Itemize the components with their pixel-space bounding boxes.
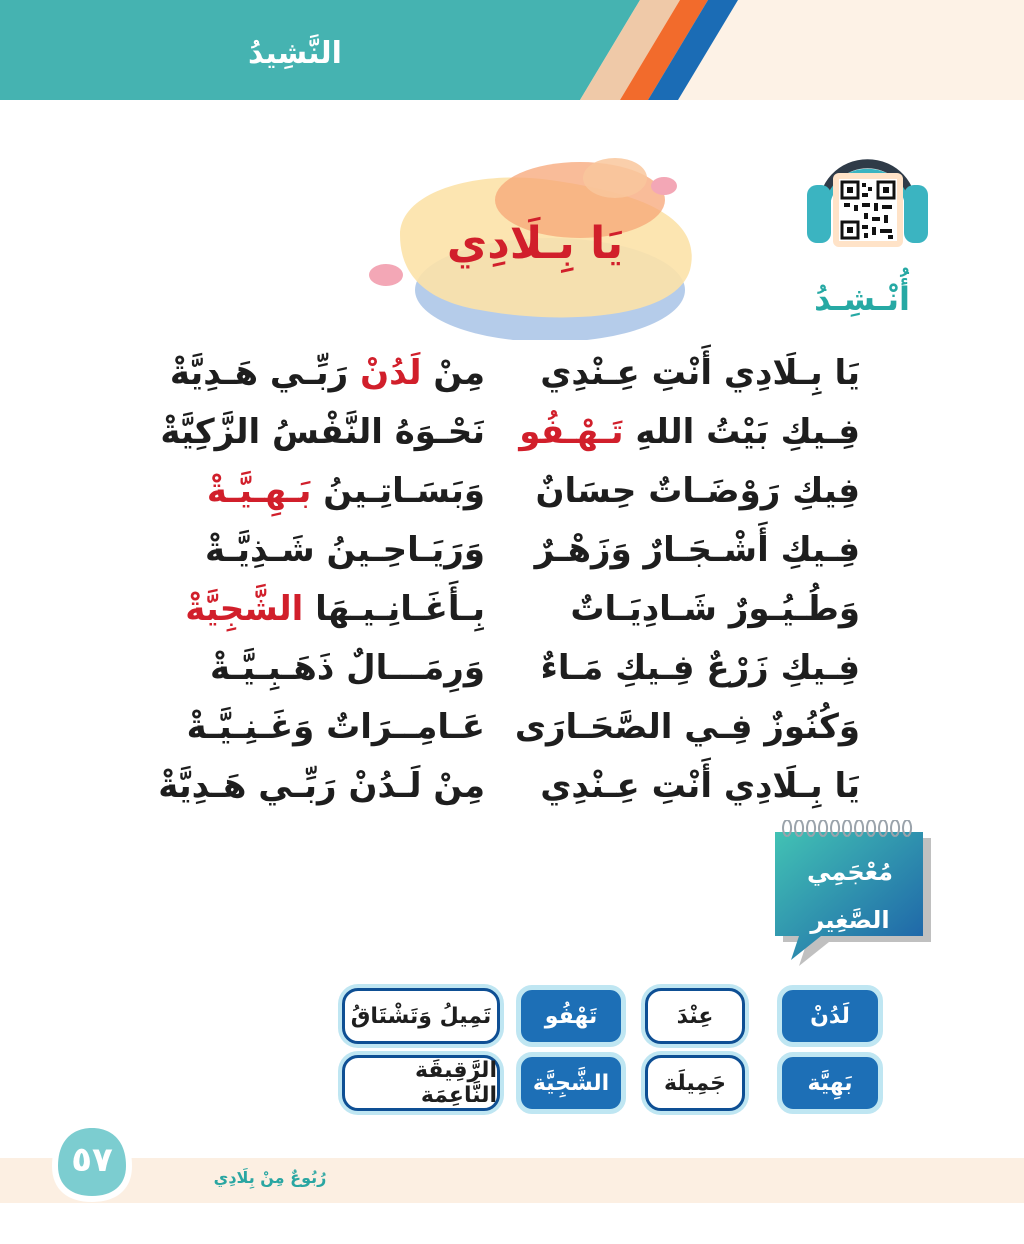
poem-first-hemistich xyxy=(514,702,860,752)
poem-first-hemistich xyxy=(540,348,860,398)
footer-band xyxy=(0,1158,1024,1203)
glossary-meaning: الرَّقِيقَة النَّاعِمَة xyxy=(342,1055,500,1111)
poem-second-hemistich xyxy=(204,525,485,575)
verse-text: فِـيكِ بَيْتُ اللهِ xyxy=(623,412,860,452)
poem xyxy=(158,348,860,820)
poem-line xyxy=(210,643,860,702)
page-number: ٥٧ xyxy=(71,1140,113,1180)
poem-first-hemistich xyxy=(570,584,860,634)
verse-text: مِنْ xyxy=(421,353,485,393)
poem-second-hemistich xyxy=(185,584,485,634)
poem-second-hemistich xyxy=(169,348,485,398)
poem-second-hemistich xyxy=(160,407,485,457)
glossary-word: لَدُنْ xyxy=(777,985,883,1047)
poem-line xyxy=(185,584,860,643)
verse-text: وَرِمَـــالٌ ذَهَـبِـيَّـةْ xyxy=(210,648,485,688)
poem-title: يَا بِـلَادِي xyxy=(446,218,624,269)
glossary-title-line1: مُعْجَمِي xyxy=(806,858,894,886)
verse-text: وَرَيَـاحِـينُ شَـذِيَّـةْ xyxy=(204,530,485,570)
verse-text: نَحْـوَهُ النَّفْسُ الزَّكِيَّةْ xyxy=(160,412,485,452)
verse-text: مِنْ لَـدُنْ رَبِّـي هَـدِيَّةْ xyxy=(158,766,485,806)
unit-title: رُبُوعٌ مِنْ بِلَادِي xyxy=(213,1168,327,1187)
verse-text: يَا بِـلَادِي أَنْتِ عِـنْدِي xyxy=(540,353,860,393)
poem-first-hemistich xyxy=(540,643,860,693)
recite-label: أُنْـشِـدُ xyxy=(814,280,910,318)
poem-line xyxy=(204,525,860,584)
poem-line xyxy=(206,466,860,525)
header-banner xyxy=(0,0,1024,100)
poem-first-hemistich xyxy=(540,761,860,811)
poem-line xyxy=(169,348,860,407)
verse-text: وَبَسَـاتِـينُ xyxy=(311,471,485,511)
poem-first-hemistich xyxy=(534,525,860,575)
verse-text: وَكُنُوزٌ فِـي الصَّحَـارَى xyxy=(514,707,860,747)
glossary-word: تَهْفُو xyxy=(516,985,626,1047)
headphones-icon[interactable] xyxy=(805,125,930,255)
poem-first-hemistich xyxy=(519,407,860,457)
poem-line xyxy=(160,407,860,466)
poem-second-hemistich xyxy=(186,702,485,752)
verse-text: بِـأَغَـانِـيـهَا xyxy=(303,589,485,629)
glossary-title xyxy=(790,848,910,944)
highlighted-word: لَدُنْ xyxy=(360,353,422,393)
section-title: النَّشِيدُ xyxy=(248,36,342,71)
poem-second-hemistich xyxy=(206,466,485,516)
highlighted-word: الشَّجِيَّةْ xyxy=(185,589,304,629)
footer-bottom xyxy=(0,1203,1024,1244)
poem-line xyxy=(158,761,860,820)
glossary-word: بَهِيَّة xyxy=(777,1052,883,1114)
glossary-meaning: جَمِيلَة xyxy=(645,1055,745,1111)
glossary-title-line2: الصَّغِير xyxy=(810,906,890,934)
poem-line xyxy=(186,702,860,761)
verse-text: فِـيكِ أَشْـجَـارٌ وَزَهْـرٌ xyxy=(534,530,860,570)
highlighted-word: بَـهِـيَّـةْ xyxy=(206,471,312,511)
poem-second-hemistich xyxy=(210,643,485,693)
qr-code-icon xyxy=(839,179,897,241)
verse-text: رَبِّـي هَـدِيَّةْ xyxy=(169,353,361,393)
verse-text: عَـامِــرَاتٌ وَغَـنِـيَّـةْ xyxy=(186,707,485,747)
poem-first-hemistich xyxy=(535,466,860,516)
verse-text: يَا بِـلَادِي أَنْتِ عِـنْدِي xyxy=(540,766,860,806)
highlighted-word: تَـهْـفُو xyxy=(519,412,624,452)
verse-text: فِيكِ رَوْضَـاتٌ حِسَانٌ xyxy=(535,471,860,511)
verse-text: فِـيكِ زَرْعٌ فِـيكِ مَـاءٌ xyxy=(540,648,860,688)
poem-second-hemistich xyxy=(158,761,485,811)
glossary-word: الشَّجِيَّة xyxy=(516,1052,626,1114)
glossary-meaning: تَمِيلُ وَتَشْتَاقُ xyxy=(342,988,500,1044)
verse-text: وَطُـيُـورٌ شَـادِيَـاتٌ xyxy=(570,589,860,629)
glossary-meaning: عِنْدَ xyxy=(645,988,745,1044)
